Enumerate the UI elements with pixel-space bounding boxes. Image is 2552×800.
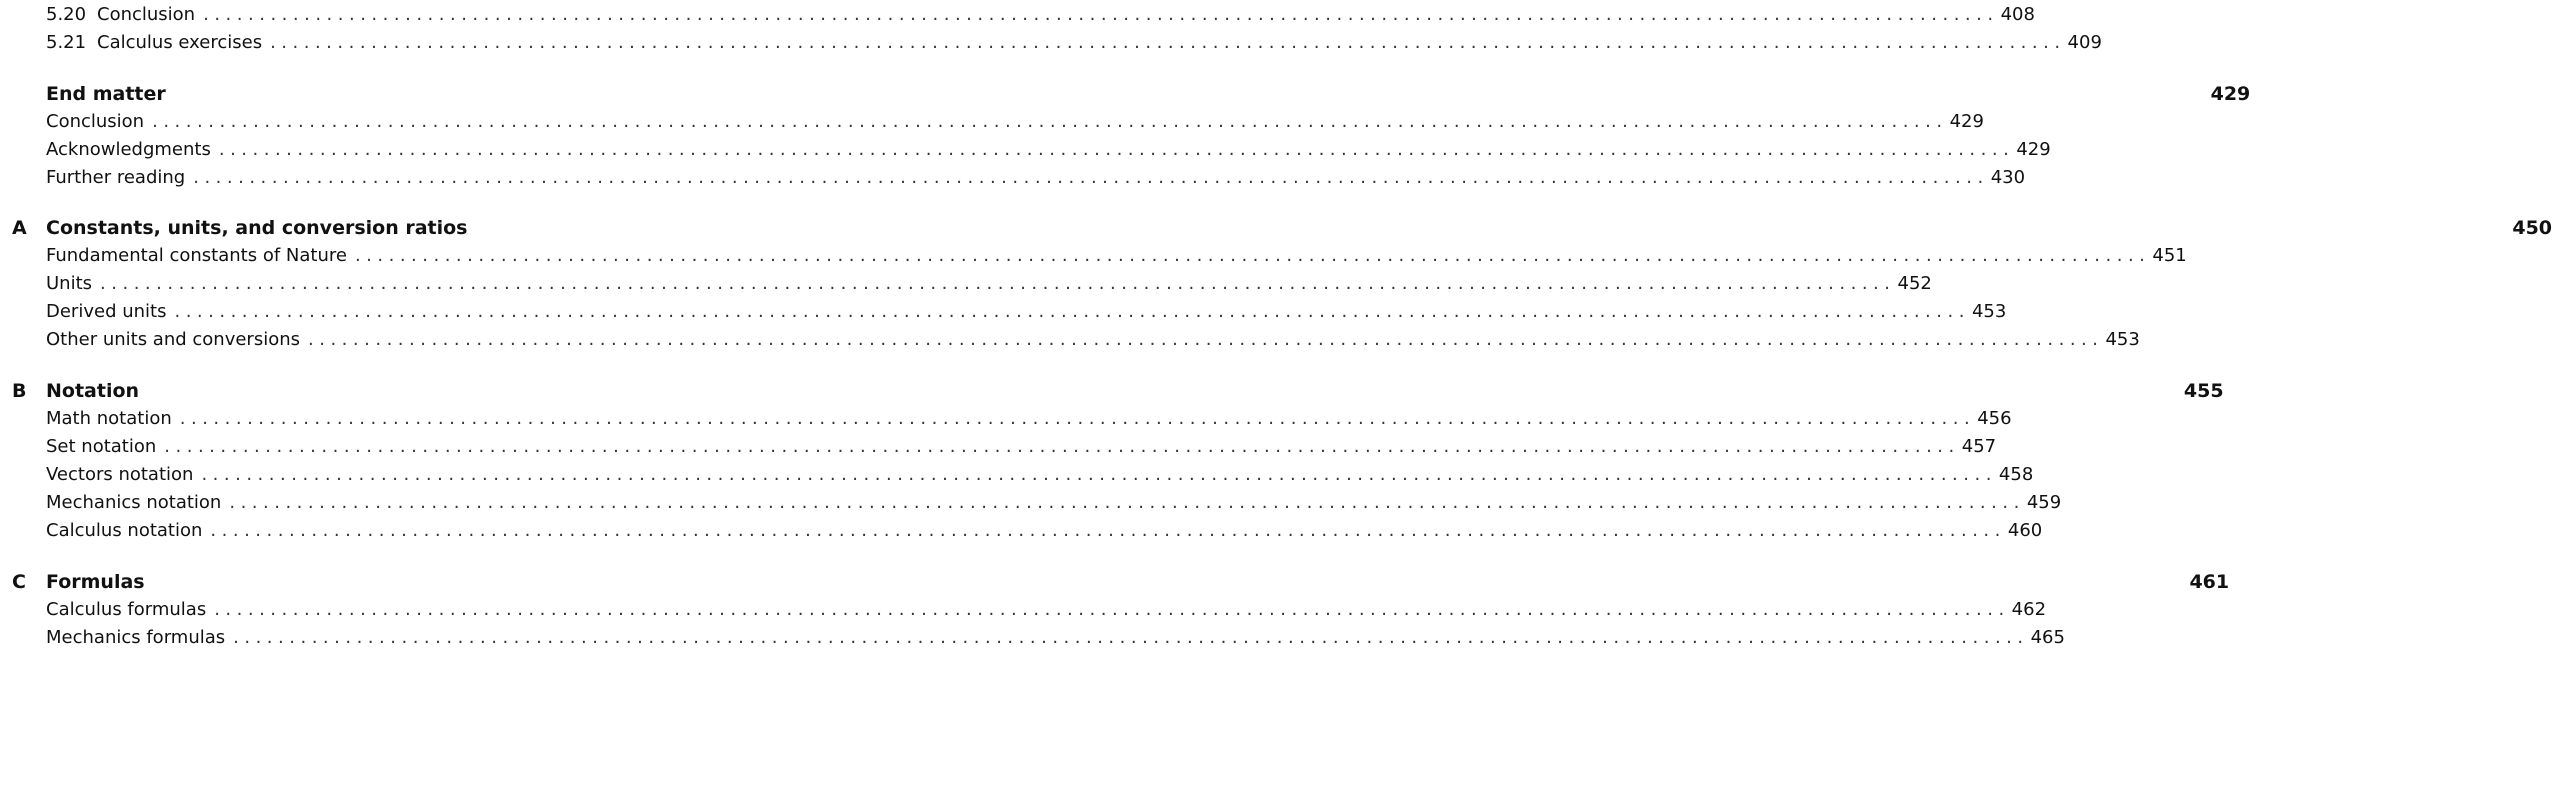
toc-entry-number: A: [12, 217, 27, 239]
toc-entry-title: Derived units: [46, 301, 167, 322]
toc-entry-page-number: 452: [1897, 273, 1932, 294]
toc-entry-page-number: 458: [1998, 464, 2034, 485]
toc-entry-number: B: [12, 380, 27, 402]
toc-entry-page-number: 460: [2007, 520, 2043, 541]
dot-leader: ................................................................................................................................................................: [214, 599, 2010, 620]
dot-leader: ................................................................................................................................................................: [100, 273, 1896, 294]
dot-leader: ................................................................................................................................................................: [210, 520, 2006, 541]
toc-section-entry[interactable]: [12, 215, 2552, 241]
toc-entry-page-number: 451: [2152, 245, 2187, 266]
toc-entry-title: End matter: [46, 83, 166, 105]
toc-entry-number: C: [12, 571, 26, 593]
toc-entry-title: Calculus exercises: [97, 32, 263, 53]
toc-entry-title: Fundamental constants of Nature: [46, 245, 347, 266]
toc-section-entry[interactable]: [12, 81, 2251, 107]
toc-section-entry[interactable]: [12, 378, 2224, 404]
toc-entry-number: 5.20: [46, 4, 87, 25]
toc-entry[interactable]: [46, 243, 2187, 269]
toc-entry-title: Math notation: [46, 408, 172, 429]
toc-entry-title: Calculus formulas: [46, 599, 207, 620]
toc-entry[interactable]: [46, 490, 2062, 516]
dot-leader: ................................................................................................................................................................: [270, 32, 2066, 53]
toc-entry-page-number: 453: [2105, 329, 2140, 350]
dot-leader: ................................................................................................................................................................: [218, 139, 2015, 160]
toc-entry-title: Formulas: [46, 571, 145, 593]
toc-entry-page-number: 459: [2026, 492, 2062, 513]
toc-entry-page-number: 408: [2000, 4, 2035, 25]
toc-entry-page-number: 429: [2210, 83, 2251, 105]
toc-entry-title: Constants, units, and conversion ratios: [46, 217, 468, 239]
toc-section-entry[interactable]: [12, 569, 2230, 595]
toc-entry[interactable]: [46, 406, 2012, 432]
dot-leader: ................................................................................................................................................................: [229, 492, 2025, 513]
dot-leader: ................................................................................................................................................................: [354, 245, 2151, 266]
toc-entry[interactable]: [46, 597, 2047, 623]
toc-entry-title: Vectors notation: [46, 464, 194, 485]
toc-entry[interactable]: [46, 109, 1984, 135]
toc-entry-title: Notation: [46, 380, 140, 402]
toc-entry[interactable]: [46, 271, 1932, 297]
toc-entry-page-number: 456: [1977, 408, 2012, 429]
toc-entry-page-number: 450: [2512, 217, 2552, 239]
toc-entry-title: Conclusion: [97, 4, 196, 25]
toc-entry-page-number: 461: [2189, 571, 2230, 593]
dot-leader: ................................................................................................................................................................: [164, 436, 1960, 457]
dot-leader: ................................................................................................................................................................: [179, 408, 1976, 429]
dot-leader: ................................................................................................................................................................: [308, 329, 2104, 350]
toc-entry[interactable]: [46, 165, 2026, 191]
toc-entry-title: Mechanics notation: [46, 492, 222, 513]
toc-entry-title: Mechanics formulas: [46, 627, 226, 648]
toc-entry[interactable]: [46, 30, 2102, 56]
toc-entry-number: 5.21: [46, 32, 87, 53]
toc-entry-title: Calculus notation: [46, 520, 203, 541]
toc-entry[interactable]: [46, 327, 2140, 353]
dot-leader: ................................................................................................................................................................: [203, 4, 1999, 25]
toc-entry[interactable]: [46, 625, 2065, 651]
toc-entry-page-number: 430: [1990, 167, 2026, 188]
dot-leader: ................................................................................................................................................................: [174, 301, 1970, 322]
toc-entry[interactable]: [46, 2, 2035, 28]
toc-entry-title: Further reading: [46, 167, 186, 188]
toc-entry[interactable]: [46, 462, 2034, 488]
dot-leader: ................................................................................................................................................................: [233, 627, 2029, 648]
toc-entry[interactable]: [46, 518, 2043, 544]
toc-entry-page-number: 455: [2183, 380, 2224, 402]
toc-entry-title: Conclusion: [46, 111, 145, 132]
toc-entry-title: Units: [46, 273, 93, 294]
toc-entry[interactable]: [46, 137, 2051, 163]
toc-entry-page-number: 429: [2016, 139, 2051, 160]
toc-entry-page-number: 457: [1961, 436, 1997, 457]
dot-leader: ................................................................................................................................................................: [152, 111, 1948, 132]
toc-entry-title: Acknowledgments: [46, 139, 211, 160]
toc-entry-page-number: 465: [2030, 627, 2065, 648]
toc-entry-page-number: 409: [2067, 32, 2102, 53]
toc-entry[interactable]: [46, 434, 1997, 460]
toc-entry-page-number: 453: [1971, 301, 2007, 322]
toc-entry-title: Other units and conversions: [46, 329, 301, 350]
toc-entry-page-number: 429: [1949, 111, 1984, 132]
toc-entry-page-number: 462: [2011, 599, 2047, 620]
dot-leader: ................................................................................................................................................................: [193, 167, 1989, 188]
toc-entry-title: Set notation: [46, 436, 157, 457]
toc-entry[interactable]: [46, 299, 2007, 325]
dot-leader: ................................................................................................................................................................: [201, 464, 1997, 485]
